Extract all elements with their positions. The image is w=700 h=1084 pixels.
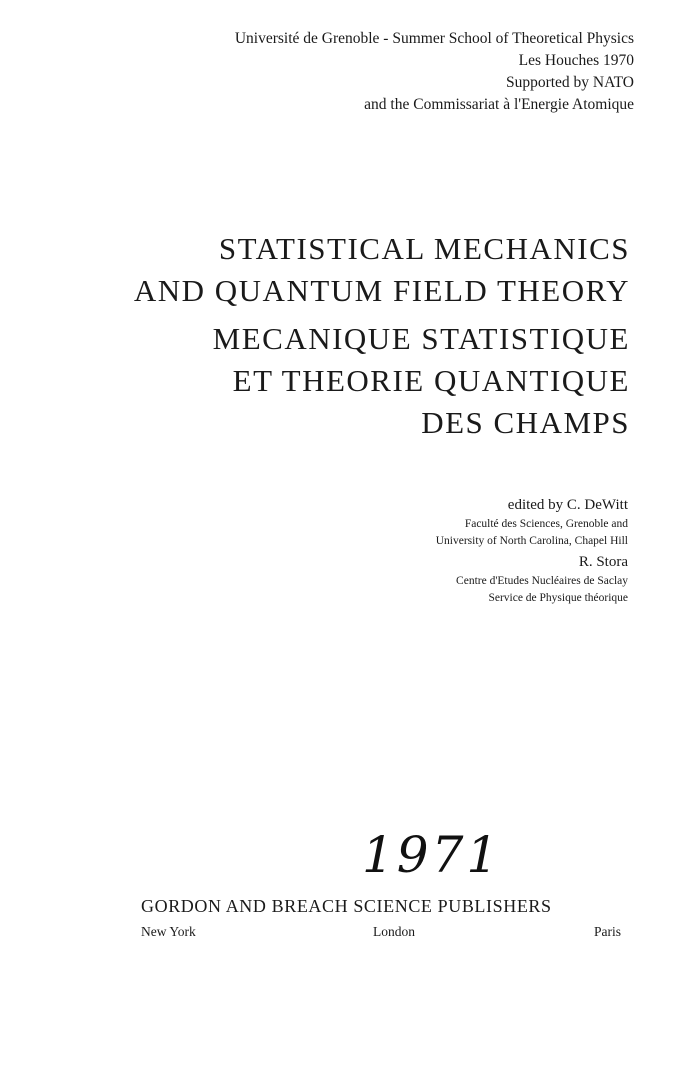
header-line-institution: Université de Grenoble - Summer School of Theoretical Physics [234,30,634,47]
title-french-line-2: ET THEORIE QUANTIQUE [232,363,630,398]
editor-dewitt: edited by C. DeWitt [507,497,628,513]
title-english-line-1: STATISTICAL MECHANICS [218,231,630,266]
header-line-support: Supported by NATO [505,74,634,91]
title-english-line-2: AND QUANTUM FIELD THEORY [133,273,630,308]
editor-stora-affiliation-1: Centre d'Etudes Nucléaires de Saclay [456,575,628,587]
handwritten-year: 1971 [362,826,502,884]
city-new-york: New York [141,924,196,939]
editor-dewitt-affiliation-1: Faculté des Sciences, Grenoble and [464,518,628,530]
title-french-line-1: MECANIQUE STATISTIQUE [212,321,630,356]
conference-header [235,28,634,116]
title-french-line-3: DES CHAMPS [421,405,630,440]
book-title [134,228,630,444]
city-paris: Paris [594,924,621,939]
title-french [134,318,630,444]
editor-stora: R. Stora [578,554,628,570]
header-line-location: Les Houches 1970 [518,52,634,69]
city-london: London [373,924,415,939]
publisher-name: GORDON AND BREACH SCIENCE PUBLISHERS [141,896,552,916]
editor-dewitt-affiliation-2: University of North Carolina, Chapel Hill [435,535,628,547]
title-english [134,228,630,312]
header-line-commissariat: and the Commissariat à l'Energie Atomique [364,96,634,113]
editor-stora-affiliation-2: Service de Physique théorique [488,592,628,604]
editors-block [436,494,628,607]
